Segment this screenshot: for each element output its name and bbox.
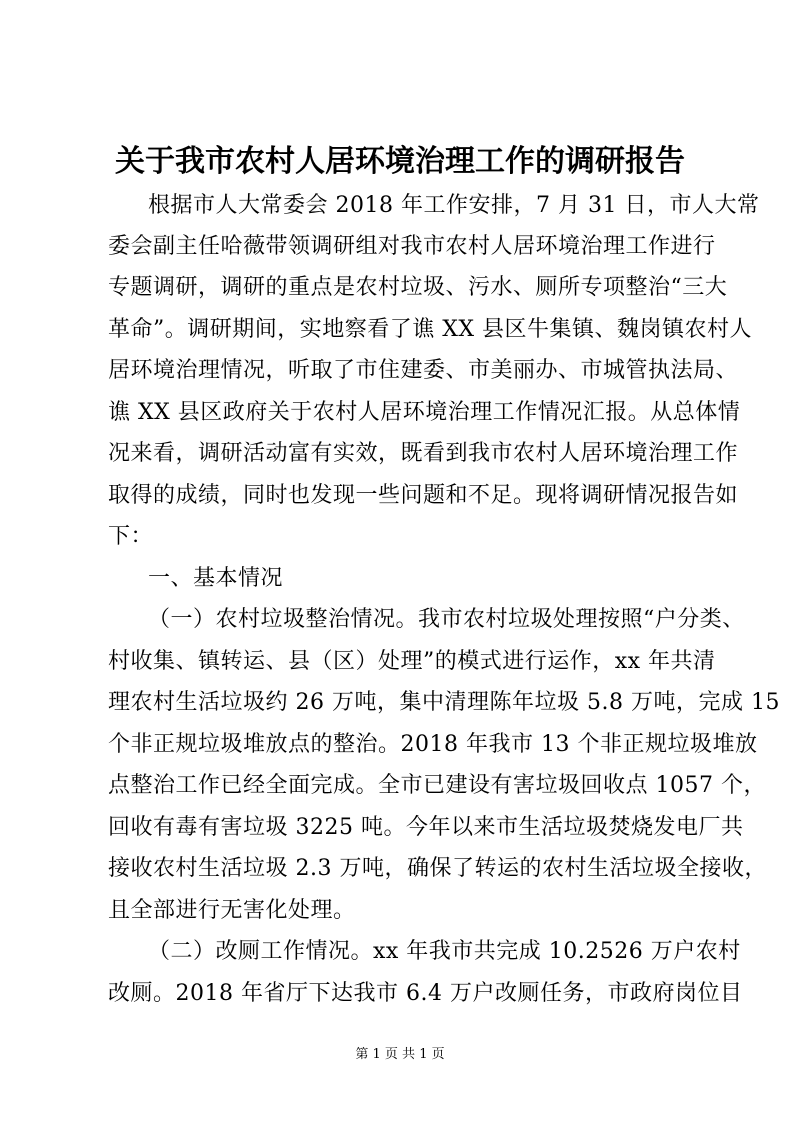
paragraph-line: 回收有毒有害垃圾 3225 吨。今年以来市生活垃圾焚烧发电厂共 xyxy=(108,815,744,840)
paragraph-line: 下： xyxy=(108,524,154,549)
document-title: 关于我市农村人居环境治理工作的调研报告 xyxy=(115,144,685,179)
paragraph-line: （二）改厕工作情况。xx 年我市共完成 10.2526 万户农村 xyxy=(148,939,741,964)
paragraph-line: 委会副主任哈薇带领调研组对我市农村人居环境治理工作进行 xyxy=(108,234,716,259)
paragraph-line: 况来看，调研活动富有实效，既看到我市农村人居环境治理工作 xyxy=(108,441,739,466)
paragraph-line: 根据市人大常委会 2018 年工作安排，7 月 31 日，市人大常 xyxy=(148,193,760,218)
paragraph-line: 接收农村生活垃圾 2.3 万吨，确保了转运的农村生活垃圾全接收， xyxy=(108,856,767,881)
paragraph-line: 村收集、镇转运、县（区）处理”的模式进行运作，xx 年共清 xyxy=(108,649,716,674)
paragraph-line: （一）农村垃圾整治情况。我市农村垃圾处理按照“户分类、 xyxy=(148,607,745,632)
paragraph-line: 改厕。2018 年省厅下达我市 6.4 万户改厕任务，市政府岗位目 xyxy=(108,981,743,1006)
paragraph-line: 且全部进行无害化处理。 xyxy=(108,898,356,923)
page-indicator: 第 1 页 共 1 页 xyxy=(355,1047,445,1062)
paragraph-line: 革命”。调研期间，实地察看了谯 XX 县区牛集镇、魏岗镇农村人 xyxy=(108,317,753,342)
paragraph-line: 专题调研，调研的重点是农村垃圾、污水、厕所专项整治“三大 xyxy=(108,275,728,300)
paragraph-line: 谯 XX 县区政府关于农村人居环境治理工作情况汇报。从总体情 xyxy=(108,400,741,425)
paragraph-line: 点整治工作已经全面完成。全市已建设有害垃圾回收点 1057 个， xyxy=(108,773,766,798)
paragraph-line: 个非正规垃圾堆放点的整治。2018 年我市 13 个非正规垃圾堆放 xyxy=(108,732,758,757)
section-heading: 一、基本情况 xyxy=(148,566,284,591)
paragraph-line: 理农村生活垃圾约 26 万吨，集中清理陈年垃圾 5.8 万吨，完成 15 xyxy=(108,690,780,715)
paragraph-line: 取得的成绩，同时也发现一些问题和不足。现将调研情况报告如 xyxy=(108,483,739,508)
paragraph-line: 居环境治理情况，听取了市住建委、市美丽办、市城管执法局、 xyxy=(108,358,739,383)
